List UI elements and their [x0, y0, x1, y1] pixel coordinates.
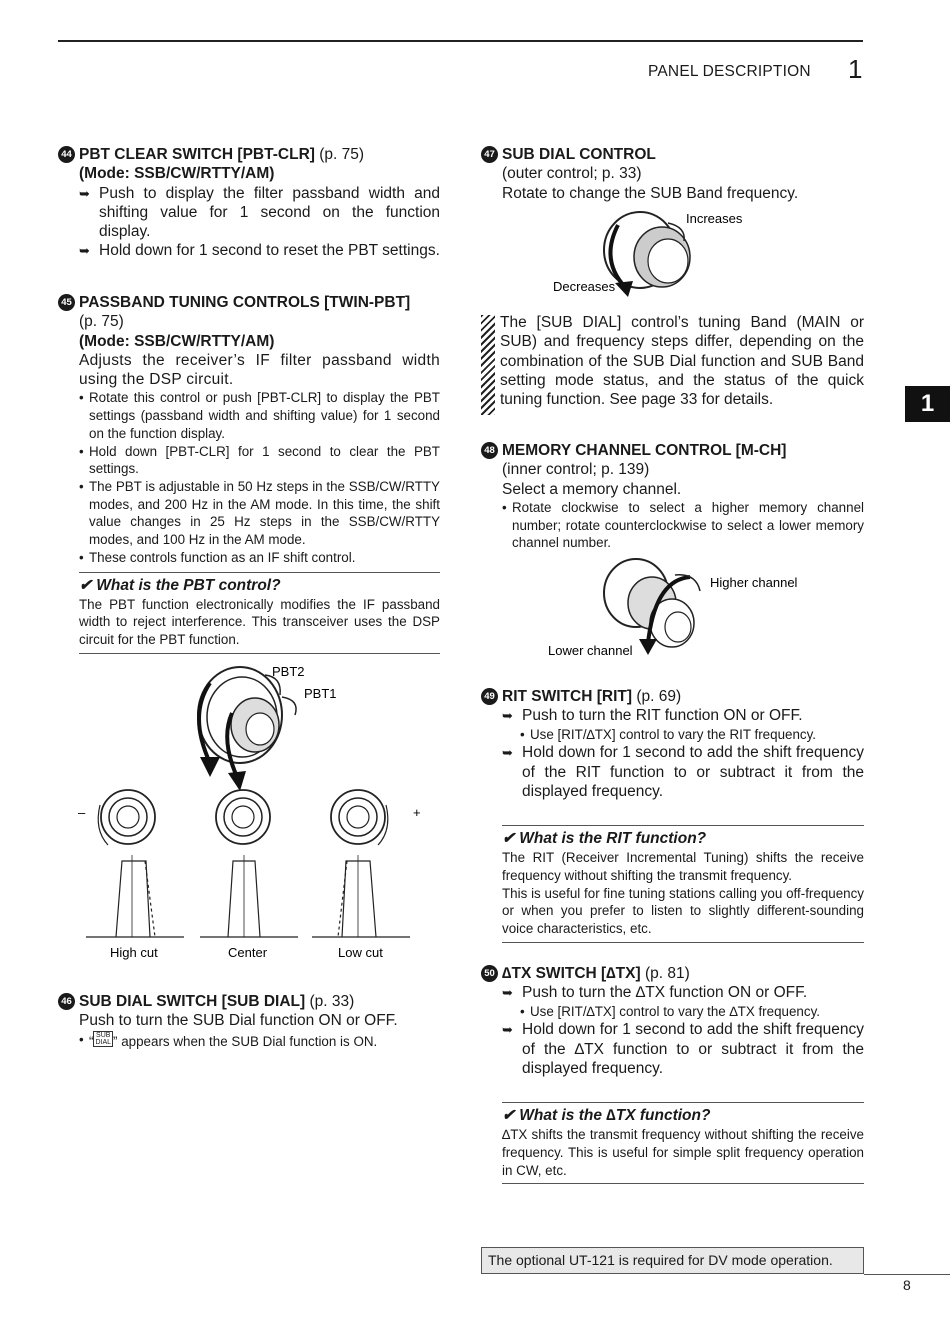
section-title: PBT CLEAR SWITCH [PBT-CLR]: [79, 146, 315, 163]
list-item: • The PBT is adjustable in 50 Hz steps in the SSB/CW/RTTY modes, and 200 Hz in the AM mode. In this time, the shift value changes in 25 Hz steps in the SSB/CW/RTTY modes, and 100 Hz in the AM mode.: [79, 478, 440, 549]
sub-dial-figure: [540, 205, 780, 305]
section-title: SUB DIAL SWITCH [SUB DIAL]: [79, 993, 306, 1010]
section-number-icon: 45: [58, 294, 75, 311]
section-number-icon: 50: [481, 965, 498, 982]
section-49: [481, 687, 864, 943]
low-cut-passband: [312, 855, 410, 937]
section-47: [481, 145, 864, 203]
section-title: ∆TX SWITCH [∆TX]: [502, 965, 641, 982]
sub-list-item: • Use [RIT/∆TX] control to vary the RIT frequency.: [520, 726, 864, 744]
low-cut-label: Low cut: [338, 945, 383, 960]
note-hatch-icon: [481, 315, 495, 415]
section-48: [481, 441, 864, 552]
section-45: [58, 293, 440, 654]
mode-line: (Mode: SSB/CW/RTTY/AM): [79, 332, 275, 350]
m-ch-figure: [540, 555, 820, 665]
section-number-icon: 44: [58, 146, 75, 163]
chapter-tab: 1: [905, 386, 950, 422]
sub-list-item: • Use [RIT/∆TX] control to vary the ∆TX frequency.: [520, 1003, 864, 1021]
center-knob-icon: [216, 790, 270, 844]
right-column-50: [481, 964, 864, 1184]
icon-text-top: SUB: [96, 1031, 111, 1039]
section-number-icon: 48: [481, 442, 498, 459]
list-item: [79, 1031, 440, 1051]
right-column-48: [481, 441, 864, 552]
low-cut-knob-icon: [331, 790, 388, 845]
list-item: ➥ Hold down for 1 second to add the shift frequency of the ∆TX function to or subtract it from the displayed frequency.: [502, 1020, 864, 1078]
section-description: Select a memory channel.: [502, 480, 682, 498]
right-column-49: [481, 687, 864, 943]
top-rule: [58, 40, 863, 42]
list-item: • These controls function as an IF shift control.: [79, 549, 440, 567]
lower-channel-label: Lower channel: [548, 643, 633, 658]
section-title: MEMORY CHANNEL CONTROL [M-CH]: [502, 442, 787, 459]
note-text: The [SUB DIAL] control’s tuning Band (MAIN or SUB) and frequency steps differ, depending on the combination of the SUB Dial function and SUB Band setting mode status, and the status of the quick tuning function. See page 33 for details.: [500, 314, 864, 409]
right-column-note: [481, 313, 864, 409]
info-box-body: The RIT (Receiver Incremental Tuning) shifts the receive frequency without shifting the transmit frequency.: [502, 850, 864, 883]
info-box-body: ∆TX shifts the transmit frequency without shifting the receive frequency. This is useful for simple split frequency operation in CW, etc.: [502, 1127, 864, 1178]
list-item: • Hold down [PBT-CLR] for 1 second to clear the PBT settings.: [79, 443, 440, 478]
plus-label: +: [413, 805, 421, 820]
info-box-title: ✔ What is the RIT function?: [502, 830, 707, 848]
page-ref: (p. 75): [319, 146, 365, 163]
sub-dial-knob-illustration: [604, 212, 690, 297]
high-cut-label: High cut: [110, 945, 158, 960]
page-ref: (p. 69): [636, 688, 682, 705]
left-column-46: [58, 992, 440, 1050]
section-description: Push to turn the SUB Dial function ON or OFF.: [79, 1012, 398, 1030]
left-column: [58, 145, 440, 261]
bullet-text: ” appears when the SUB Dial function is ON.: [113, 1033, 378, 1049]
page-ref: (p. 33): [309, 993, 355, 1010]
quote-open: “: [89, 1033, 94, 1049]
list-item: • Rotate clockwise to select a higher memory channel number; rotate counterclockwise to select a lower memory channel number.: [502, 499, 864, 552]
page-number: 8: [903, 1277, 911, 1293]
chapter-number: 1: [848, 54, 863, 84]
sub-dial-note: [481, 313, 864, 409]
higher-channel-label: Higher channel: [710, 575, 798, 590]
pbt1-label: PBT1: [304, 686, 337, 701]
info-box-body: This is useful for fine tuning stations calling you off-frequency or when you prefer to listen to slightly different-sounding voice characteristics, etc.: [502, 885, 864, 936]
section-title: RIT SWITCH [RIT]: [502, 688, 633, 705]
list-item: ➥ Hold down for 1 second to reset the PBT settings.: [79, 241, 440, 260]
section-title: SUB DIAL CONTROL: [502, 146, 656, 163]
list-item: ➥ Push to turn the ∆TX function ON or OFF.: [502, 983, 864, 1002]
high-cut-passband: [86, 855, 184, 937]
footer-note: The optional UT-121 is required for DV mode operation.: [481, 1247, 864, 1274]
m-ch-knob-illustration: [604, 559, 700, 655]
section-44: [58, 145, 440, 261]
section-description: Rotate to change the SUB Band frequency.: [502, 184, 799, 202]
list-item: ➥ Push to display the filter passband width and shifting value for 1 second on the function display.: [79, 184, 440, 242]
mode-line: (Mode: SSB/CW/RTTY/AM): [79, 165, 275, 183]
section-number-icon: 46: [58, 993, 75, 1010]
page-number-rule: [864, 1274, 950, 1275]
decreases-label: Decreases: [553, 279, 616, 294]
increases-label: Increases: [686, 211, 743, 226]
section-number-icon: 49: [481, 688, 498, 705]
list-item: • Rotate this control or push [PBT-CLR] to display the PBT settings (passband width and shifting value) for 1 second on the function display.: [79, 389, 440, 442]
center-label: Center: [228, 945, 268, 960]
page-ref: (outer control; p. 33): [502, 165, 642, 183]
section-number-icon: 47: [481, 146, 498, 163]
left-column-45: [58, 293, 440, 654]
info-box-dtx: [502, 1102, 864, 1184]
page-ref: (inner control; p. 139): [502, 461, 650, 479]
high-cut-knob-icon: [98, 790, 155, 845]
page-header-title: PANEL DESCRIPTION: [648, 63, 811, 80]
info-box-pbt: [79, 572, 440, 654]
section-50: [481, 964, 864, 1184]
center-passband: [200, 855, 298, 937]
info-box-title: ✔ What is the ∆TX function?: [502, 1107, 711, 1125]
list-item: ➥ Hold down for 1 second to add the shift frequency of the RIT function to or subtract it from the displayed frequency.: [502, 743, 864, 801]
pbt-figure: [60, 655, 440, 975]
list-item: ➥ Push to turn the RIT function ON or OFF.: [502, 706, 864, 725]
page-ref: (p. 81): [644, 965, 690, 982]
sub-dial-indicator-icon: [93, 1031, 113, 1047]
pbt2-label: PBT2: [272, 664, 305, 679]
minus-label: –: [78, 805, 86, 820]
section-46: [58, 992, 440, 1050]
section-description: Adjusts the receiver’s IF filter passband width using the DSP circuit.: [79, 351, 440, 389]
info-box-title: ✔ What is the PBT control?: [79, 576, 281, 594]
section-title: PASSBAND TUNING CONTROLS [TWIN-PBT]: [79, 294, 411, 311]
info-box-body: The PBT function electronically modifies the IF passband width to reject interference. This transceiver uses the DSP circuit for the PBT function.: [79, 596, 440, 647]
icon-text-bottom: DIAL: [95, 1038, 112, 1046]
pbt-knob-illustration: [198, 667, 296, 791]
info-box-rit: [502, 825, 864, 943]
page-ref: (p. 75): [79, 313, 124, 331]
right-column-47: [481, 145, 864, 203]
